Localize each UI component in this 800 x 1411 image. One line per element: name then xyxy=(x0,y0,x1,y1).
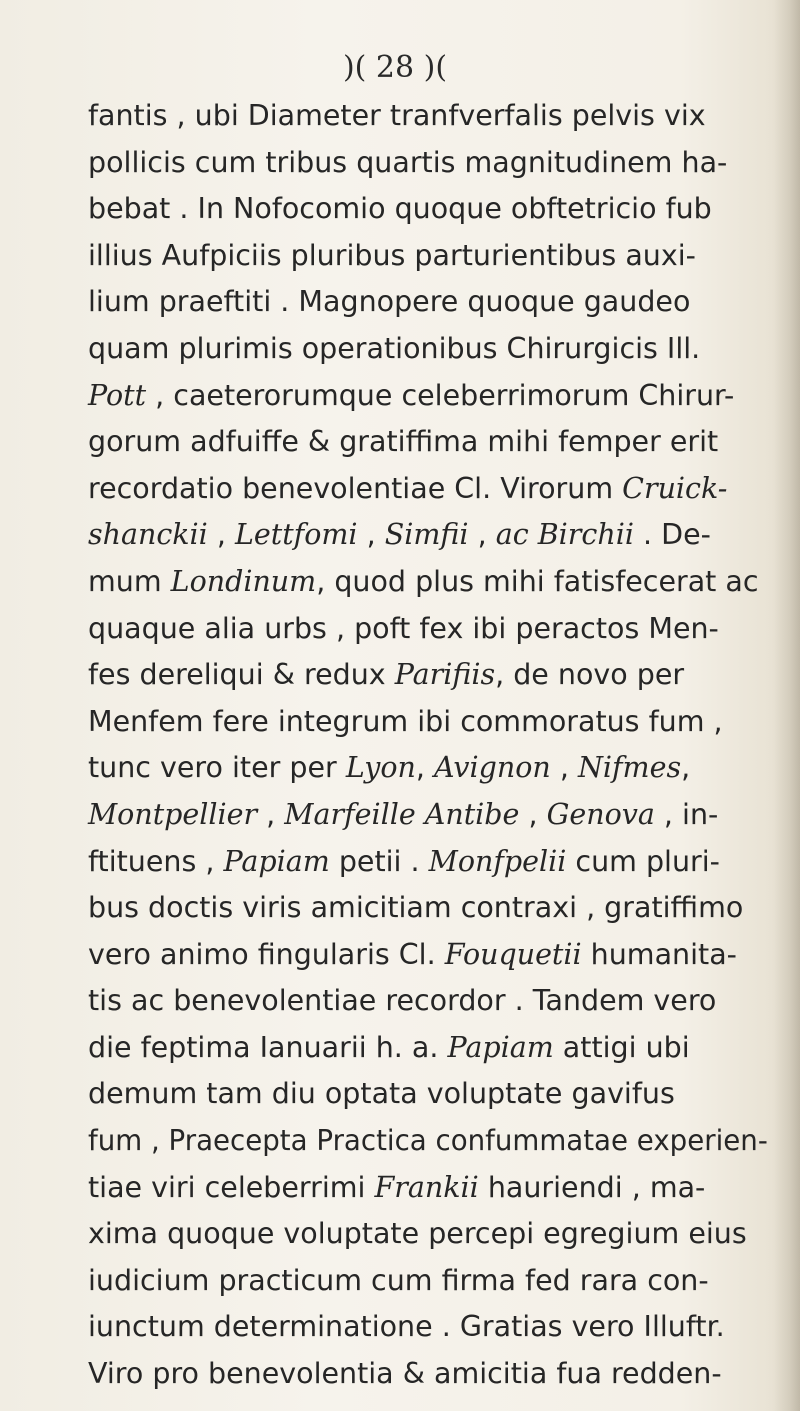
text-line xyxy=(88,559,768,606)
text-line xyxy=(88,978,768,1025)
text-segment xyxy=(416,798,425,831)
text-segment: ftituens , xyxy=(88,844,224,878)
text-line xyxy=(88,745,768,792)
text-segment: iudicium practicum cum firma fed rara con- xyxy=(88,1263,709,1297)
text-segment: lium praeftiti . Magnopere quoque gaudeo xyxy=(88,285,691,319)
text-segment: attigi ubi xyxy=(553,1030,690,1064)
italic-text-segment: shanckii xyxy=(88,518,208,552)
text-line xyxy=(88,1351,768,1398)
text-segment: , xyxy=(415,751,434,785)
text-segment: demum tam diu optata voluptate gavifus xyxy=(88,1077,675,1111)
text-line xyxy=(88,93,768,140)
text-segment: illius Aufpiciis pluribus parturientibus auxi- xyxy=(88,238,696,272)
text-line xyxy=(88,279,768,326)
body-text xyxy=(88,93,768,1398)
text-line xyxy=(88,792,768,839)
text-line xyxy=(88,373,768,420)
text-line xyxy=(88,1118,768,1165)
text-line xyxy=(88,233,768,280)
text-segment: pollicis cum tribus quartis magnitudinem ha- xyxy=(88,145,728,179)
italic-text-segment: Avignon xyxy=(434,751,551,785)
text-segment: bus doctis viris amicitiam contraxi , gratiffimo xyxy=(88,891,744,925)
text-segment: fantis , ubi Diameter tranfverfalis pelvis vix xyxy=(88,99,706,132)
italic-text-segment: Marfeille xyxy=(284,797,416,831)
text-segment: mum xyxy=(88,564,171,598)
text-line xyxy=(88,652,768,699)
text-segment: . De- xyxy=(633,518,711,552)
italic-text-segment: ac Birchii xyxy=(495,518,634,552)
text-line xyxy=(88,1258,768,1305)
text-segment: tiae viri celeberrimi xyxy=(88,1170,375,1204)
text-segment: , xyxy=(257,797,285,831)
text-segment: tunc vero iter per xyxy=(88,751,346,785)
italic-text-segment: Genova xyxy=(546,797,655,831)
italic-text-segment: Monfpelii xyxy=(428,844,567,878)
text-segment: tis ac benevolentiae recordor . Tandem vero xyxy=(88,984,717,1018)
text-segment: recordatio benevolentiae Cl. Virorum xyxy=(88,471,623,505)
text-segment: gorum adfuiffe & gratiffima mihi femper erit xyxy=(88,425,719,459)
italic-text-segment: Londinum xyxy=(170,564,317,598)
italic-text-segment: Parifiis xyxy=(394,658,496,692)
text-line xyxy=(88,466,768,513)
page-number: )( 28 )( xyxy=(342,50,448,85)
text-line xyxy=(88,1211,768,1258)
italic-text-segment: Lettfomi xyxy=(234,518,358,552)
italic-text-segment: Papiam xyxy=(447,1030,554,1064)
text-segment: , quod plus mihi fatisfecerat ac xyxy=(316,564,759,598)
text-segment: fum , Praecepta Practica confummatae experien- xyxy=(88,1124,768,1158)
text-segment: , xyxy=(357,518,385,552)
text-line xyxy=(88,1025,768,1072)
text-segment: cum pluri- xyxy=(566,844,720,878)
text-segment: xima quoque voluptate percepi egregium eius xyxy=(88,1217,747,1251)
text-line xyxy=(88,512,768,559)
text-segment: , xyxy=(550,751,578,785)
text-segment: , xyxy=(681,751,691,785)
text-segment: quam plurimis operationibus Chirurgicis Ill. xyxy=(88,331,701,365)
text-segment: die feptima Ianuarii h. a. xyxy=(88,1030,448,1064)
text-line xyxy=(88,1165,768,1212)
text-line xyxy=(88,186,768,233)
text-segment: Menfem fere integrum ibi commoratus fum , xyxy=(88,704,723,738)
text-segment: hauriendi , ma- xyxy=(478,1170,706,1204)
text-line xyxy=(88,839,768,886)
text-segment: petii . xyxy=(329,844,429,878)
italic-text-segment: Montpellier xyxy=(88,797,258,831)
text-line xyxy=(88,699,768,746)
italic-text-segment: Papiam xyxy=(223,844,330,878)
text-segment: , caeterorumque celeberrimorum Chirur- xyxy=(146,378,735,412)
text-segment: vero animo fingularis Cl. xyxy=(88,937,445,971)
italic-text-segment: Pott xyxy=(88,378,147,412)
text-line xyxy=(88,326,768,373)
text-segment: bebat . In Nofocomio quoque obftetricio fub xyxy=(88,192,712,226)
text-segment: , xyxy=(519,797,547,831)
text-line xyxy=(88,1304,768,1351)
text-line xyxy=(88,419,768,466)
italic-text-segment: Antibe xyxy=(424,797,520,831)
text-segment: iunctum determinatione . Gratias vero Illuftr. xyxy=(88,1310,725,1344)
text-segment: humanita- xyxy=(581,937,737,971)
text-segment: , xyxy=(207,518,235,552)
text-line xyxy=(88,140,768,187)
italic-text-segment: Frankii xyxy=(374,1170,479,1204)
text-line xyxy=(88,1071,768,1118)
text-line xyxy=(88,932,768,979)
text-line xyxy=(88,606,768,653)
text-segment: , de novo per xyxy=(495,658,685,692)
italic-text-segment: Simfii xyxy=(384,518,469,552)
italic-text-segment: Fouquetii xyxy=(444,937,582,971)
italic-text-segment: Lyon xyxy=(345,751,416,785)
text-segment: quaque alia urbs , poft fex ibi peractos Men- xyxy=(88,611,719,645)
text-segment: fes dereliqui & redux xyxy=(88,658,395,692)
text-segment: , xyxy=(468,518,496,552)
text-segment: Viro pro benevolentia & amicitia fua redden- xyxy=(88,1357,722,1391)
page-edge-shadow xyxy=(774,0,800,1411)
italic-text-segment: Cruick- xyxy=(622,471,728,505)
text-segment: , in- xyxy=(654,797,719,831)
text-line xyxy=(88,885,768,932)
italic-text-segment: Nifmes xyxy=(577,751,682,785)
